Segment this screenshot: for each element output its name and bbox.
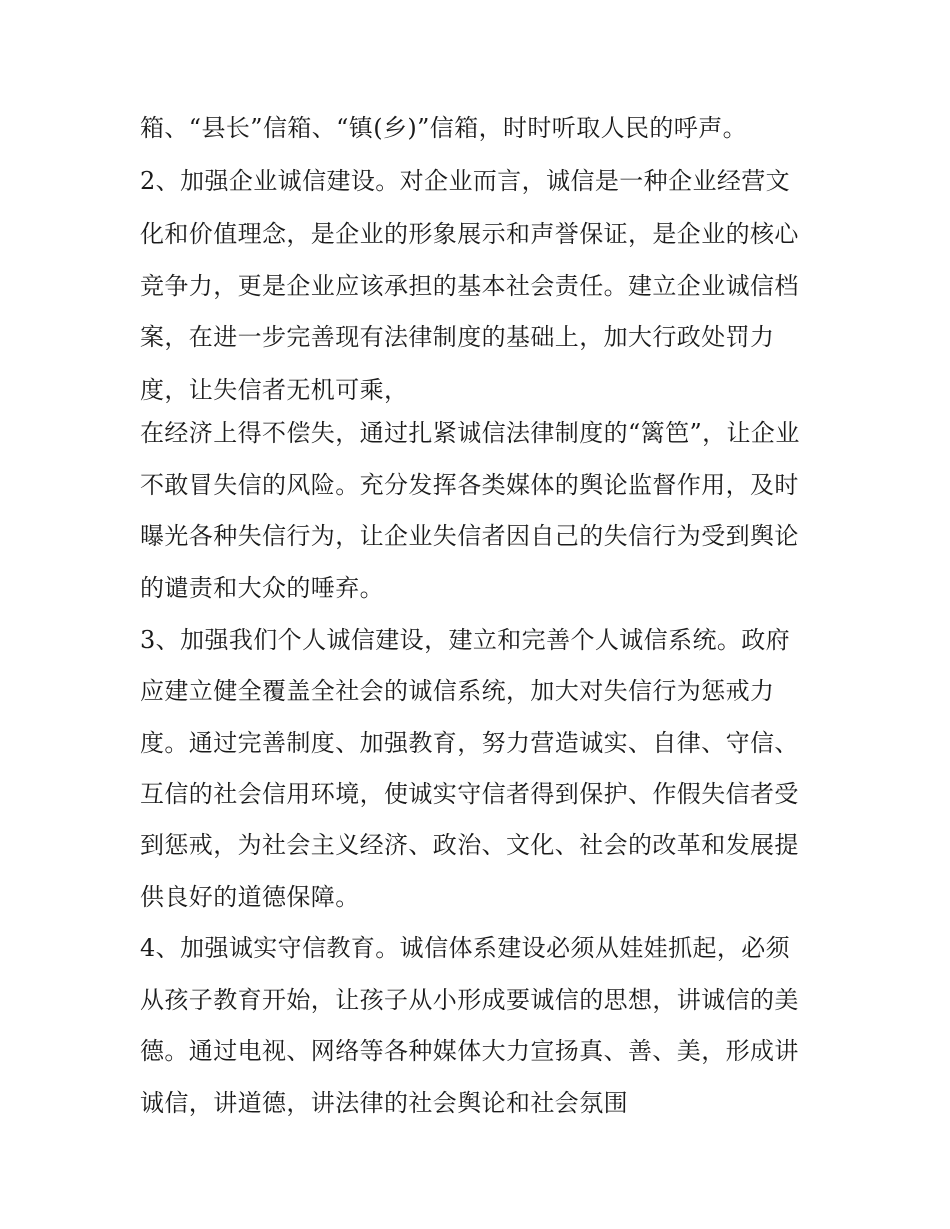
text-line: 到惩戒，为社会主义经济、政治、文化、社会的改革和发展提 [140,831,799,859]
text-line: 度，让失信者无机可乘， [140,376,409,404]
text-line: 箱、“县长”信箱、“镇(乡)”信箱，时时听取人民的呼声。 [140,114,748,142]
text-line: 曝光各种失信行为，让企业失信者因自己的失信行为受到舆论 [140,522,799,550]
text-line: 德。通过电视、网络等各种媒体大力宣扬真、善、美，形成讲 [140,1037,799,1065]
text-line: 供良好的道德保障。 [140,883,360,911]
text-line: 化和价值理念，是企业的形象展示和声誉保证，是企业的核心 [140,220,799,248]
text-line: 诚信，讲道德，讲法律的社会舆论和社会氛围 [140,1089,628,1117]
text-line: 在经济上得不偿失，通过扎紧诚信法律制度的“篱笆”，让企业 [140,419,800,447]
text-line: 的谴责和大众的唾弃。 [140,574,384,602]
text-line: 3、加强我们个人诚信建设，建立和完善个人诚信系统。政府 [140,626,791,654]
text-line: 不敢冒失信的风险。充分发挥各类媒体的舆论监督作用，及时 [140,471,799,499]
text-line: 2、加强企业诚信建设。对企业而言，诚信是一种企业经营文 [140,167,791,195]
text-line: 互信的社会信用环境，使诚实守信者得到保护、作假失信者受 [140,780,799,808]
text-line: 4、加强诚实守信教育。诚信体系建设必须从娃娃抓起，必须 [140,934,791,962]
text-line: 竞争力，更是企业应该承担的基本社会责任。建立企业诚信档 [140,272,799,300]
text-line: 应建立健全覆盖全社会的诚信系统，加大对失信行为惩戒力 [140,677,775,705]
text-line: 案，在进一步完善现有法律制度的基础上，加大行政处罚力 [140,323,775,351]
text-line: 度。通过完善制度、加强教育，努力营造诚实、自律、守信、 [140,729,799,757]
text-line: 从孩子教育开始，让孩子从小形成要诚信的思想，讲诚信的美 [140,986,799,1014]
